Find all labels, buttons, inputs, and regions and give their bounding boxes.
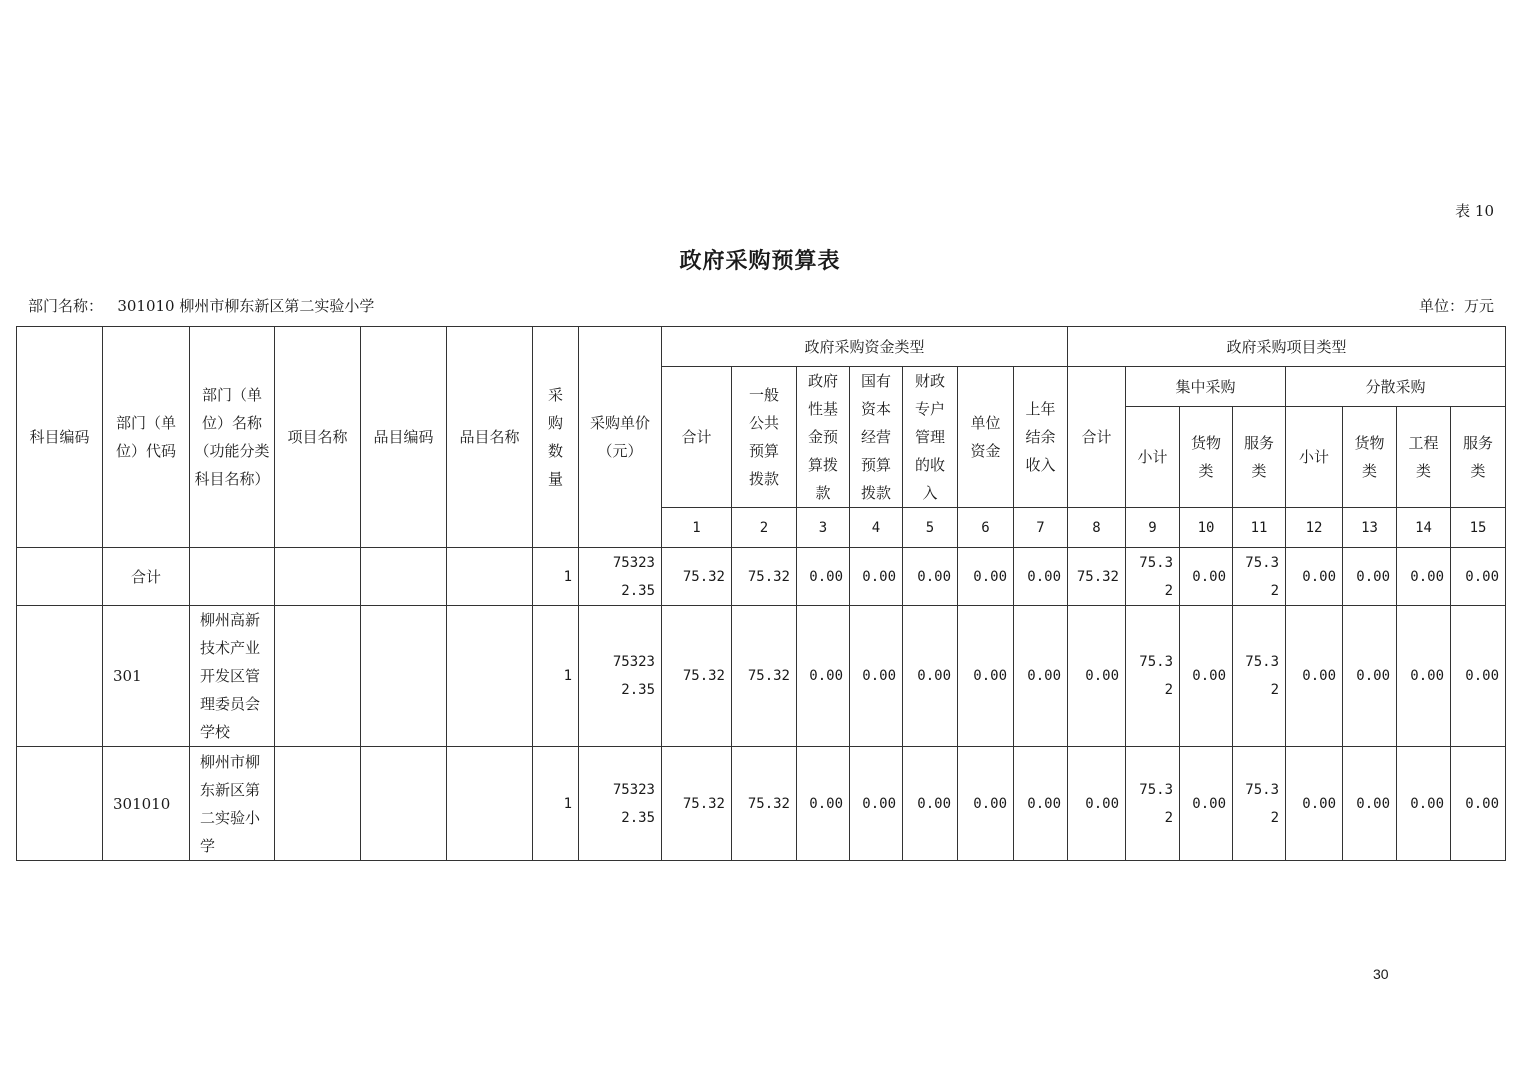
table-number: 表 10 [1455,202,1494,220]
cell-value: 0.00 [1014,606,1068,747]
header-c-goods: 货物类 [1180,407,1233,508]
col-number: 14 [1397,508,1451,548]
cell-value: 75.32 [732,548,797,606]
header-project-name: 项目名称 [275,327,361,548]
cell-value: 75.32 [1068,548,1126,606]
col-number: 3 [797,508,850,548]
cell-value: 0.00 [1014,548,1068,606]
cell-value: 0.00 [1343,747,1397,861]
col-number: 15 [1451,508,1506,548]
cell-value: 0.00 [797,747,850,861]
cell-value: 75.32 [732,747,797,861]
cell-value: 75.32 [1126,747,1180,861]
cell-dept-name: 柳州高新技术产业开发区管理委员会学校 [190,606,275,747]
header-special-account: 财政专户管理的收入 [903,367,958,508]
col-number: 13 [1343,508,1397,548]
header-centralized: 集中采购 [1126,367,1286,407]
cell-unit-price: 753232.35 [579,606,662,747]
header-item-code: 品目编码 [361,327,447,548]
cell-unit-price: 753232.35 [579,548,662,606]
header-unit-price: 采购单价（元） [579,327,662,548]
page-title: 政府采购预算表 [679,248,841,274]
cell-item-code [361,747,447,861]
header-item-name: 品目名称 [447,327,533,548]
cell-item-code [361,548,447,606]
cell-value: 0.00 [1180,747,1233,861]
cell-quantity: 1 [533,606,579,747]
cell-value: 0.00 [1286,747,1343,861]
cell-item-name [447,747,533,861]
cell-value: 75.32 [1126,606,1180,747]
table-row [17,747,1506,861]
cell-quantity: 1 [533,747,579,861]
cell-value: 0.00 [1180,606,1233,747]
cell-value: 0.00 [1068,747,1126,861]
cell-project-name [275,606,361,747]
cell-dept-code: 合计 [103,548,190,606]
cell-item-name [447,606,533,747]
cell-value: 0.00 [1397,548,1451,606]
header-unit-fund: 单位资金 [958,367,1014,508]
header-carryover: 上年结余收入 [1014,367,1068,508]
header-d-goods: 货物类 [1343,407,1397,508]
cell-value: 0.00 [1014,747,1068,861]
col-number: 11 [1233,508,1286,548]
cell-value: 0.00 [1451,747,1506,861]
header-quantity: 采购数量 [533,327,579,548]
cell-project-name [275,548,361,606]
page-number: 30 [1373,966,1389,982]
col-number: 5 [903,508,958,548]
header-row-1 [17,327,1506,367]
cell-value: 0.00 [958,747,1014,861]
header-dept-name: 部门（单位）名称（功能分类科目名称） [190,327,275,548]
cell-quantity: 1 [533,548,579,606]
department-line [28,295,374,316]
cell-value: 75.32 [1233,548,1286,606]
header-general-budget: 一般公共预算拨款 [732,367,797,508]
col-number: 8 [1068,508,1126,548]
cell-value: 0.00 [850,747,903,861]
header-d-engineering: 工程类 [1397,407,1451,508]
header-subject-code: 科目编码 [17,327,103,548]
col-number: 9 [1126,508,1180,548]
cell-value: 75.32 [662,548,732,606]
cell-value: 0.00 [1286,606,1343,747]
cell-value: 0.00 [1397,747,1451,861]
cell-value: 75.32 [662,606,732,747]
department-label: 部门名称： [28,297,104,315]
cell-dept-code: 301 [103,606,190,747]
procurement-budget-table [16,326,1506,861]
cell-value: 0.00 [1343,606,1397,747]
cell-value: 0.00 [1286,548,1343,606]
cell-item-name [447,548,533,606]
cell-value: 75.32 [1126,548,1180,606]
cell-value: 0.00 [903,747,958,861]
col-number: 7 [1014,508,1068,548]
cell-value: 75.32 [1233,606,1286,747]
cell-subject-code [17,606,103,747]
cell-dept-name [190,548,275,606]
header-d-subtotal: 小计 [1286,407,1343,508]
header-state-capital: 国有资本经营预算拨款 [850,367,903,508]
header-proj-total: 合计 [1068,367,1126,508]
cell-subject-code [17,747,103,861]
cell-value: 0.00 [797,606,850,747]
header-c-service: 服务类 [1233,407,1286,508]
cell-value: 0.00 [1451,606,1506,747]
cell-value: 0.00 [1451,548,1506,606]
cell-value: 75.32 [662,747,732,861]
cell-subject-code [17,548,103,606]
col-number: 4 [850,508,903,548]
header-d-service: 服务类 [1451,407,1506,508]
cell-value: 0.00 [958,548,1014,606]
cell-project-name [275,747,361,861]
cell-dept-code: 301010 [103,747,190,861]
header-project-type-group: 政府采购项目类型 [1068,327,1506,367]
col-number: 12 [1286,508,1343,548]
col-number: 10 [1180,508,1233,548]
cell-value: 0.00 [903,548,958,606]
header-dept-code: 部门（单位）代码 [103,327,190,548]
cell-value: 0.00 [1180,548,1233,606]
unit-label: 单位：万元 [1418,297,1494,315]
col-number: 2 [732,508,797,548]
cell-value: 0.00 [850,548,903,606]
cell-value: 0.00 [1343,548,1397,606]
header-fund-total: 合计 [662,367,732,508]
cell-value: 75.32 [1233,747,1286,861]
cell-value: 75.32 [732,606,797,747]
cell-unit-price: 753232.35 [579,747,662,861]
header-c-subtotal: 小计 [1126,407,1180,508]
cell-value: 0.00 [1068,606,1126,747]
cell-value: 0.00 [797,548,850,606]
department-value: 301010 柳州市柳东新区第二实验小学 [117,297,375,315]
header-gov-fund: 政府性基金预算拨款 [797,367,850,508]
cell-value: 0.00 [1397,606,1451,747]
col-number: 1 [662,508,732,548]
cell-dept-name: 柳州市柳东新区第二实验小学 [190,747,275,861]
cell-value: 0.00 [958,606,1014,747]
cell-value: 0.00 [903,606,958,747]
table-row [17,548,1506,606]
table-row [17,606,1506,747]
header-fund-type-group: 政府采购资金类型 [662,327,1068,367]
cell-item-code [361,606,447,747]
cell-value: 0.00 [850,606,903,747]
header-dispersed: 分散采购 [1286,367,1506,407]
col-number: 6 [958,508,1014,548]
